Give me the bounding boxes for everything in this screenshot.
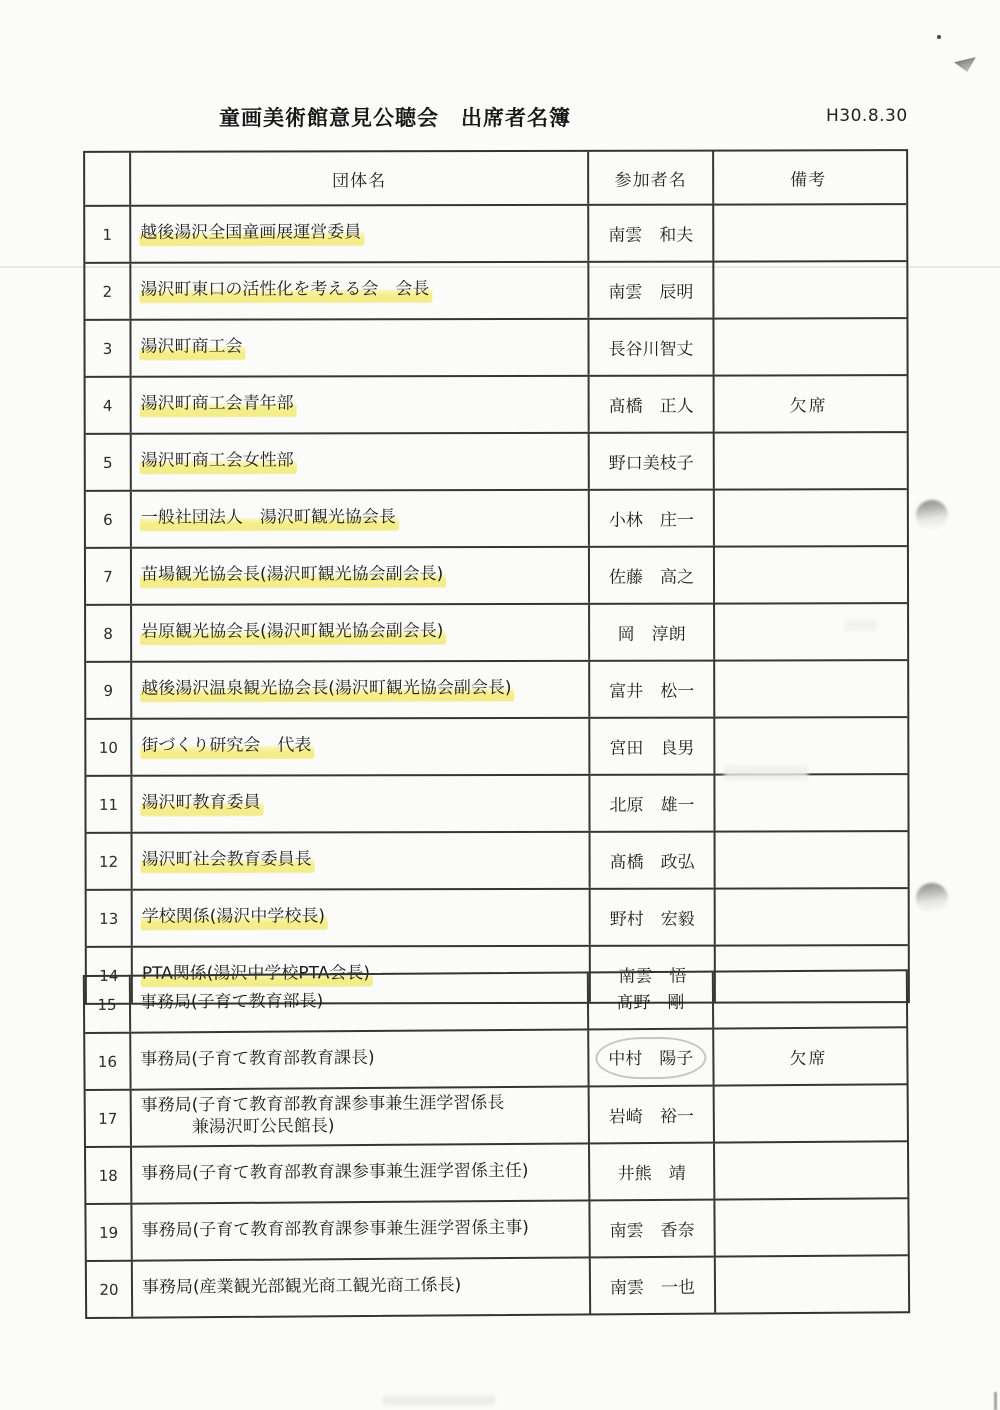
row-number: 20: [87, 1262, 133, 1317]
scan-speck: [937, 35, 941, 39]
table-row: [86, 1142, 907, 1205]
row-number: 2: [85, 264, 131, 319]
table-header-row: [85, 151, 906, 207]
org-name: 事務局(子育て教育部教育課参事兼生涯学習係長 兼湯沢町公民館長): [140, 1093, 505, 1138]
participant-name: 北原 雄一: [609, 795, 695, 816]
org-name: 事務局(子育て教育部教育課参事兼生涯学習係主任): [141, 1160, 529, 1184]
table-row: [85, 971, 906, 1034]
org-name: 事務局(子育て教育部教育課参事兼生涯学習係主事): [141, 1217, 529, 1241]
table-row: [86, 1085, 907, 1148]
participant-name: 長谷川智丈: [608, 339, 694, 360]
org-name: PTA関係(湯沢中学校PTA会長): [141, 962, 373, 988]
org-name: 街づくり研究会 代表: [140, 734, 314, 760]
participant-name: 岩崎 裕一: [608, 1106, 694, 1128]
org-name: 越後湯沢温泉観光協会長(湯沢町観光協会副会長): [140, 677, 514, 703]
remark: [715, 433, 903, 488]
participant-name: 髙橋 正人: [608, 396, 694, 417]
org-name: 事務局(産業観光部観光商工観光商工係長): [141, 1275, 462, 1298]
org-name: 学校関係(湯沢中学校長): [141, 905, 328, 931]
row-number: 6: [86, 492, 132, 547]
remark: [714, 262, 902, 317]
remark: [714, 205, 902, 260]
table-row: [85, 1028, 906, 1091]
table-row: [86, 547, 907, 606]
participant-name: 髙野 剛: [616, 992, 685, 1014]
participant-name: 野村 宏毅: [609, 909, 695, 930]
org-name: 岩原観光協会長(湯沢町観光協会副会長): [140, 620, 446, 646]
remark: [715, 1142, 903, 1198]
header-org-cell: 団体名: [131, 152, 589, 205]
org-name: 湯沢町東口の活性化を考える会 会長: [139, 278, 432, 304]
org-name: 事務局(子育て教育部長): [139, 991, 324, 1013]
table-row: [86, 775, 907, 834]
table-row: [87, 889, 908, 948]
row-number: 15: [85, 977, 131, 1032]
scan-smudge: [383, 1396, 495, 1405]
org-name: 越後湯沢全国童画展運営委員: [139, 221, 364, 247]
table-row: [86, 490, 907, 549]
table-row: [87, 832, 908, 891]
row-number: 7: [86, 549, 132, 604]
org-name: 湯沢町商工会青年部: [140, 392, 297, 418]
participant-name: 佐藤 高之: [608, 567, 695, 588]
org-name: 湯沢町社会教育委員長: [141, 848, 315, 874]
row-number: 12: [87, 834, 133, 889]
scan-smudge: [845, 620, 877, 631]
row-number: 17: [86, 1091, 132, 1146]
remark: [715, 547, 903, 602]
page-edge-mark: [994, 1392, 997, 1410]
row-number: 5: [86, 435, 132, 490]
org-name: 湯沢町教育委員: [140, 791, 263, 817]
participant-name: 南雲 和夫: [608, 225, 694, 246]
row-number: 13: [87, 891, 133, 946]
document-title: 童画美術館意見公聴会 出席者名簿: [219, 106, 571, 130]
remark: [715, 604, 903, 659]
remark: [715, 1199, 903, 1255]
remark: [715, 1085, 903, 1141]
remark: [715, 661, 903, 716]
hole-punch-shadow-top: [916, 500, 948, 530]
participant-name: 富井 松一: [609, 681, 695, 702]
scan-corner-mark: [954, 57, 976, 72]
remark: [715, 490, 903, 545]
remark: [716, 889, 904, 944]
table-row: [85, 319, 906, 378]
row-number: 3: [85, 321, 131, 376]
row-number: 16: [85, 1034, 131, 1089]
participant-name: 岡 淳朗: [617, 624, 686, 645]
hole-punch-shadow-bottom: [916, 883, 948, 913]
remark: 欠席: [789, 396, 828, 417]
table-row: [85, 262, 906, 321]
table-row: [86, 376, 907, 435]
table-row: [86, 1199, 907, 1262]
participant-name: 野口美枝子: [608, 453, 694, 474]
table-body-main: [85, 205, 908, 1003]
remark: [714, 971, 902, 1027]
table-row: [86, 604, 907, 663]
row-number: 8: [86, 606, 132, 661]
participant-name: 中村 陽子: [595, 1036, 706, 1079]
org-name: 湯沢町商工会女性部: [140, 449, 297, 475]
table-body-secretariat: [85, 971, 908, 1317]
row-number: 9: [86, 663, 132, 718]
scan-smudge: [724, 766, 808, 780]
header-participant-cell: 参加者名: [589, 152, 714, 204]
header-remark-cell: 備考: [790, 169, 827, 190]
participant-name: 南雲 香奈: [609, 1220, 695, 1242]
participant-name: 南雲 辰明: [608, 282, 694, 303]
table-row: [86, 433, 907, 492]
row-number: 4: [86, 378, 132, 433]
row-number: 10: [86, 720, 132, 775]
org-name: 事務局(子育て教育部教育課長): [140, 1047, 375, 1070]
attendee-table-secretariat: [83, 969, 910, 1319]
remark: [714, 319, 902, 374]
remark: [716, 832, 904, 887]
participant-name: 宮田 良男: [609, 738, 695, 759]
row-number: 19: [86, 1205, 132, 1260]
document-date: H30.8.30: [826, 106, 908, 126]
participant-name: 井熊 靖: [617, 1163, 686, 1185]
row-number: 18: [86, 1148, 132, 1203]
participant-name: 小林 庄一: [608, 510, 694, 531]
row-number: 1: [85, 207, 131, 262]
participant-name: 髙橋 政弘: [609, 852, 695, 873]
attendee-table-main: [83, 149, 910, 1005]
org-name: 湯沢町商工会: [139, 335, 245, 360]
participant-name: 南雲 悟: [618, 966, 687, 987]
header-number-cell: [85, 153, 131, 205]
table-row: [85, 205, 906, 264]
participant-name: 南雲 一也: [609, 1277, 696, 1299]
org-name: 一般社団法人 湯沢町観光協会長: [140, 506, 399, 532]
remark: [716, 1256, 904, 1312]
org-name: 苗場観光協会長(湯沢町観光協会副会長): [140, 563, 446, 589]
table-row: [87, 1256, 908, 1317]
remark: [715, 775, 903, 830]
row-number: 14: [87, 948, 133, 1003]
table-row: [86, 661, 907, 720]
remark: 欠席: [789, 1048, 828, 1070]
row-number: 11: [86, 777, 132, 832]
